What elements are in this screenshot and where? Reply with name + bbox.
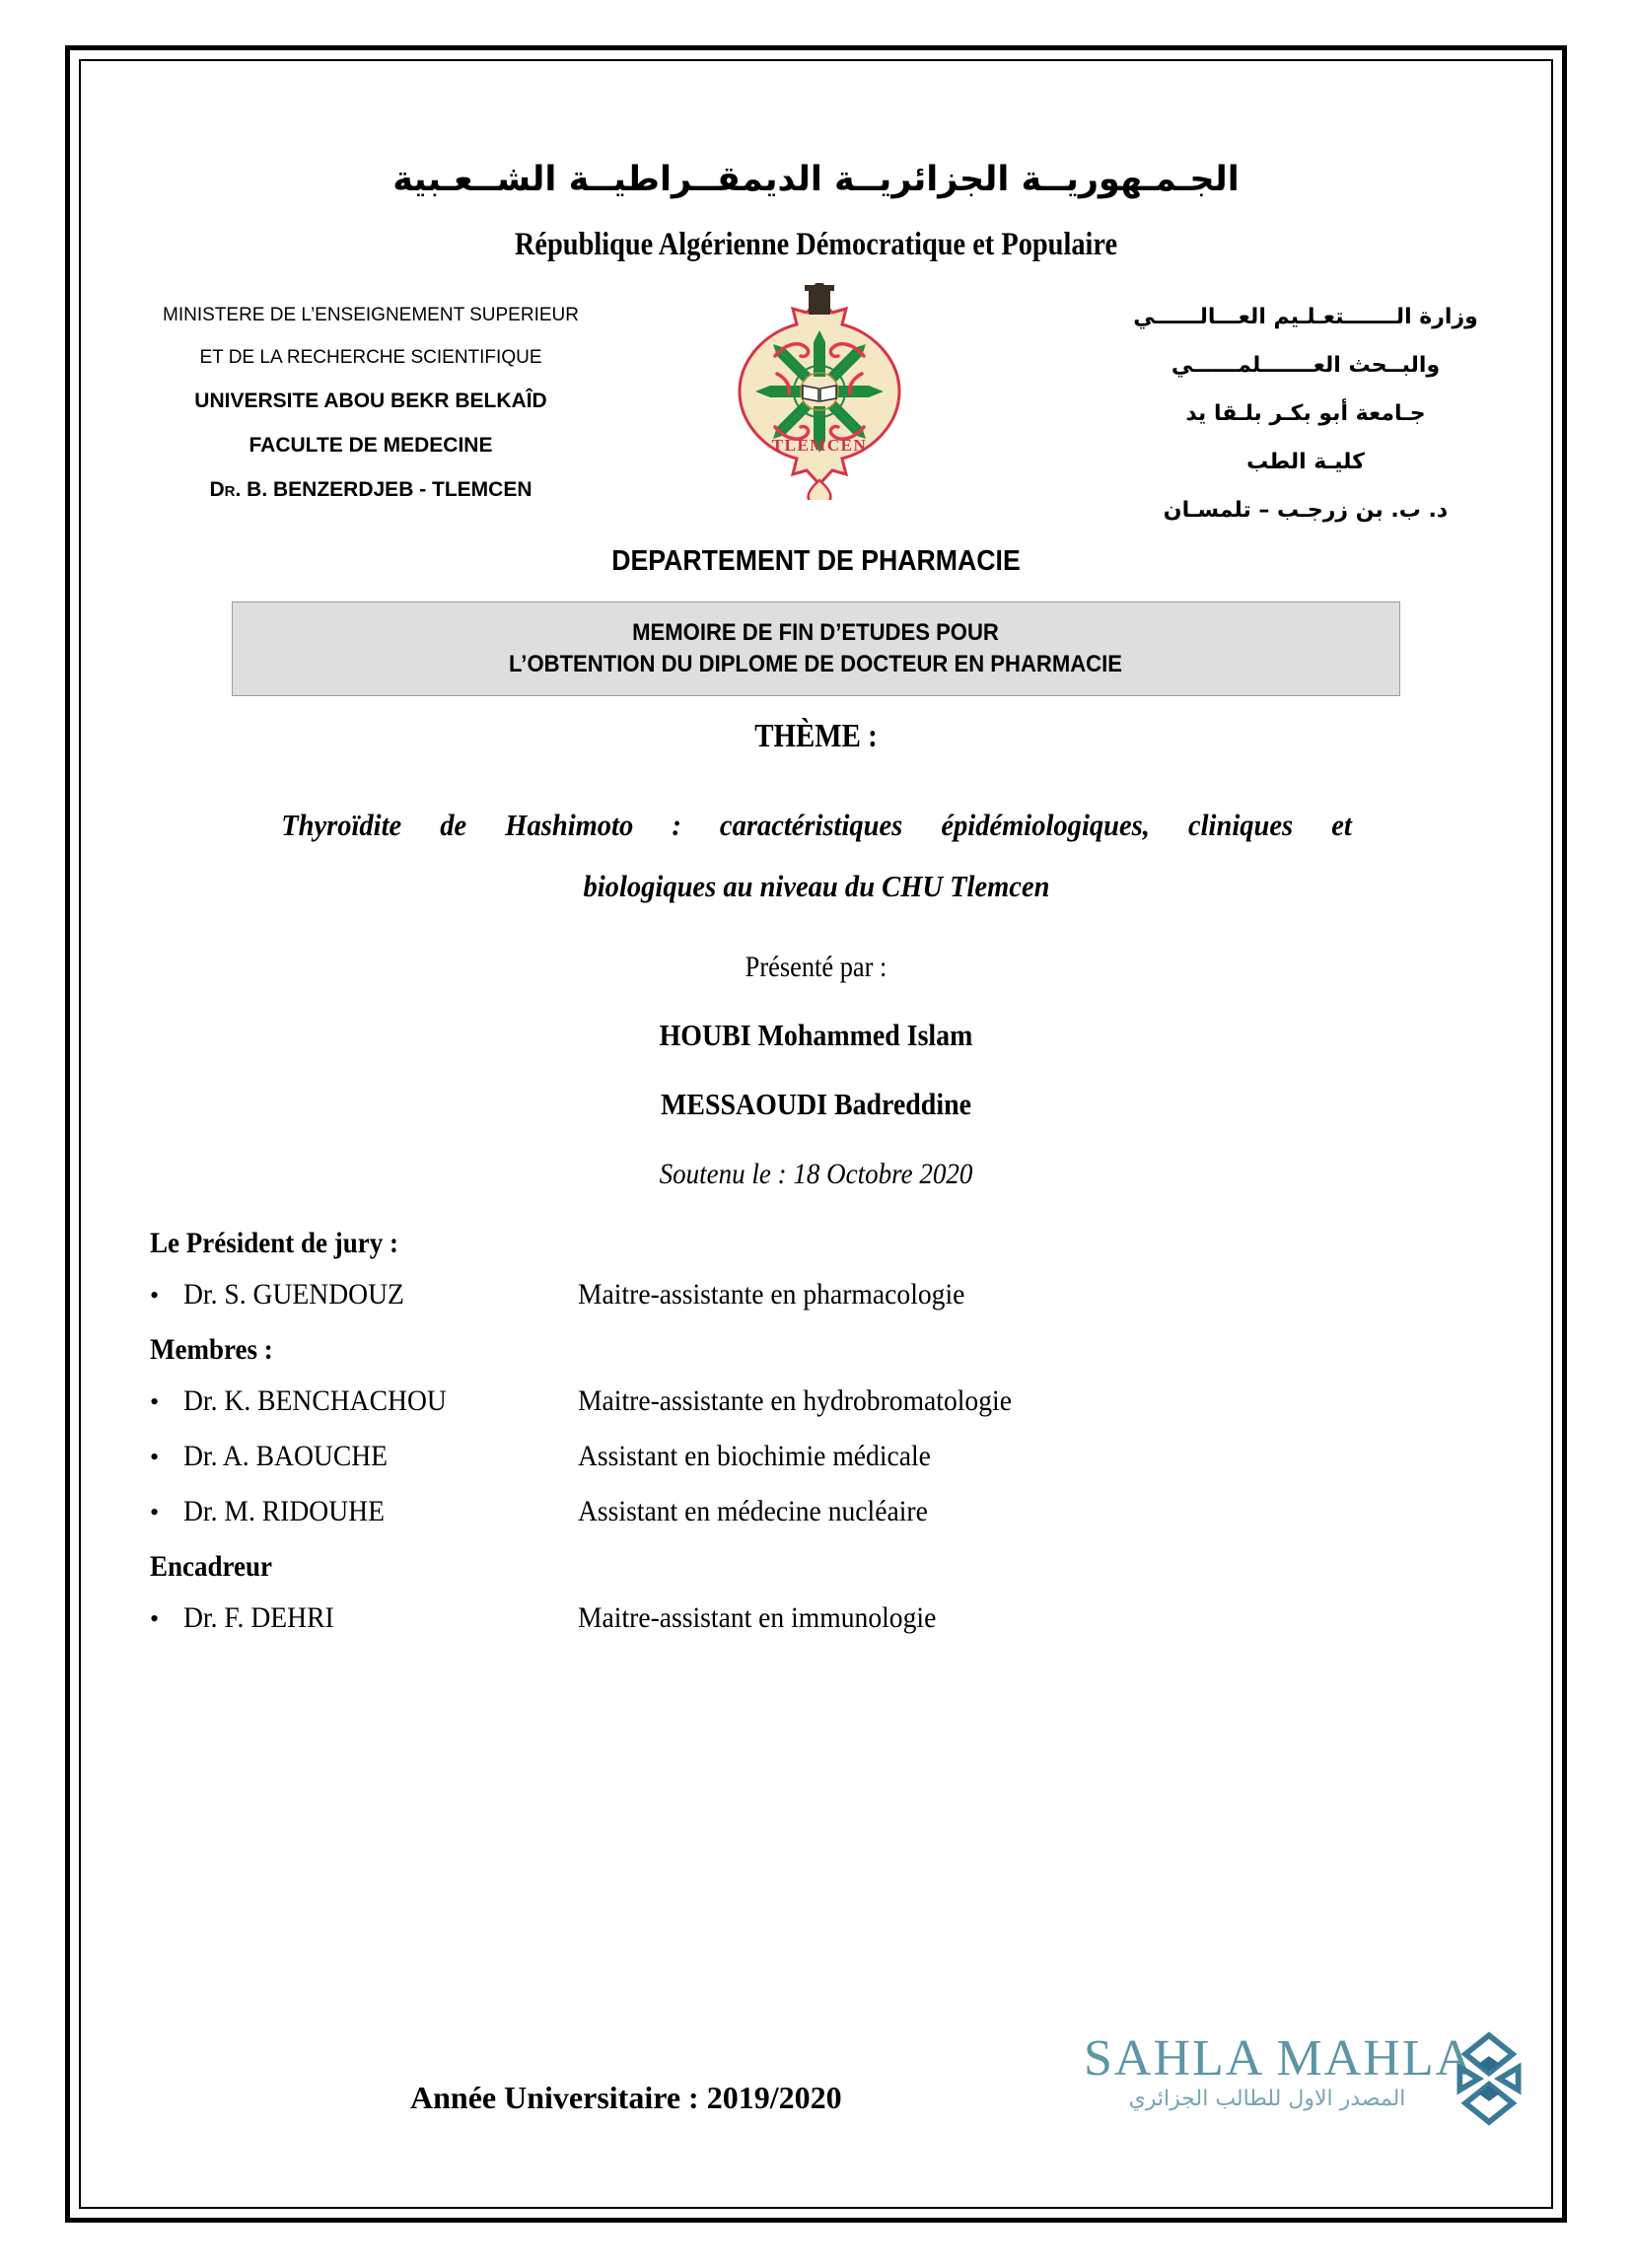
jury-members-heading: Membres : (150, 1333, 273, 1366)
ministry-line-2: ET DE LA RECHERCHE SCIENTIFIQUE (199, 347, 542, 368)
chu-superscript: R (224, 483, 236, 500)
faculty-name-ar: كليـة الطب (1246, 450, 1365, 474)
jury-supervisor-heading: Encadreur (150, 1550, 273, 1583)
svg-text:TLEMCEN: TLEMCEN (771, 436, 868, 455)
thesis-title-line-1: Thyroïdite de Hashimoto : caractéristiques épidémiologiques, cliniques et (280, 808, 1352, 842)
jury-member-name: Dr. K. BENCHACHOU (183, 1384, 447, 1417)
thesis-title-line-2: biologiques au niveau du CHU Tlemcen (583, 869, 1049, 903)
chu-name-ar: د. ب. بن زرجـب – تلمسـان (1163, 498, 1449, 523)
chu-name-fr (95, 478, 647, 502)
watermark-brand: SAHLA MAHLA (1084, 2030, 1475, 2087)
bullet-icon: • (150, 1281, 160, 1310)
bullet-icon: • (150, 1604, 160, 1633)
watermark-text (1084, 2030, 1475, 2111)
faculty-name-fr: FACULTE DE MEDECINE (248, 434, 493, 457)
jury-row (150, 1495, 1537, 1528)
academic-year: Année Universitaire : 2019/2020 (410, 2080, 842, 2115)
jury-row (150, 1440, 1537, 1473)
institution-header-french (95, 305, 647, 523)
bullet-icon: • (150, 1498, 160, 1526)
jury-member-name: Dr. S. GUENDOUZ (183, 1278, 404, 1311)
department-title: DEPARTEMENT DE PHARMACIE (611, 545, 1021, 577)
jury-member-role: Maitre-assistant en immunologie (578, 1601, 937, 1634)
watermark-tagline: المصدر الاول للطالب الجزائري (1128, 2087, 1406, 2111)
jury-row (150, 1601, 1537, 1635)
bullet-icon: • (150, 1387, 160, 1416)
defense-date: Soutenu le : 18 Octobre 2020 (659, 1158, 973, 1190)
institution-header (95, 305, 1537, 541)
jury-row (150, 1384, 1537, 1418)
memoire-line-2: L’OBTENTION DU DIPLOME DE DOCTEUR EN PHARMACIE (509, 651, 1123, 677)
arabic-republic-heading: الجـمـهوريــة الجزائريــة الديمقــراطيــة الشــعـبية (392, 160, 1240, 199)
jury-member-role: Maitre-assistante en hydrobromatologie (578, 1384, 1012, 1417)
institution-header-arabic (1074, 305, 1537, 546)
bullet-icon: • (150, 1443, 160, 1471)
jury-member-role: Maitre-assistante en pharmacologie (578, 1278, 965, 1311)
page-footer (95, 2029, 1537, 2158)
memoire-banner (232, 602, 1400, 696)
university-name-fr: UNIVERSITE ABOU BEKR BELKAÎD (194, 390, 547, 412)
author-1: HOUBI Mohammed Islam (659, 1018, 973, 1052)
thesis-title (281, 795, 1352, 917)
jury-section (95, 1227, 1537, 1635)
jury-row (150, 1278, 1537, 1311)
jury-member-role: Assistant en biochimie médicale (578, 1440, 931, 1472)
ministry-line-1: MINISTERE DE L’ENSEIGNEMENT SUPERIEUR (163, 305, 579, 325)
page-content (95, 75, 1537, 2193)
chu-prefix: D (209, 478, 225, 501)
university-name-ar: جـامعة أبو بكـر بلـقا يد (1185, 401, 1426, 426)
memoire-line-1: MEMOIRE DE FIN D’ETUDES POUR (632, 618, 1000, 646)
jury-member-role: Assistant en médecine nucléaire (578, 1495, 928, 1527)
jury-member-name: Dr. M. RIDOUHE (183, 1495, 385, 1527)
jury-member-name: Dr. F. DEHRI (183, 1601, 334, 1634)
university-logo-container (657, 283, 982, 500)
chu-rest: . B. BENZERDJEB - TLEMCEN (235, 478, 532, 501)
theme-label: THÈME : (754, 718, 878, 754)
ministry-line-1-ar: وزارة الـــــــتعـلـيم العـــالــــــي (1133, 305, 1478, 329)
jury-president-heading: Le Président de jury : (150, 1227, 398, 1259)
presented-by-label: Présenté par : (745, 951, 887, 983)
sahla-mahla-watermark (1084, 2025, 1537, 2142)
french-republic-heading: République Algérienne Démocratique et Populaire (514, 227, 1118, 262)
jury-member-name: Dr. A. BAOUCHE (183, 1440, 389, 1472)
ministry-line-2-ar: والبــحث العـــــــلمــــــي (1171, 353, 1441, 378)
author-2: MESSAOUDI Badreddine (661, 1087, 971, 1121)
university-emblem-icon (716, 283, 923, 500)
sahla-mahla-logo-icon (1447, 2029, 1531, 2128)
